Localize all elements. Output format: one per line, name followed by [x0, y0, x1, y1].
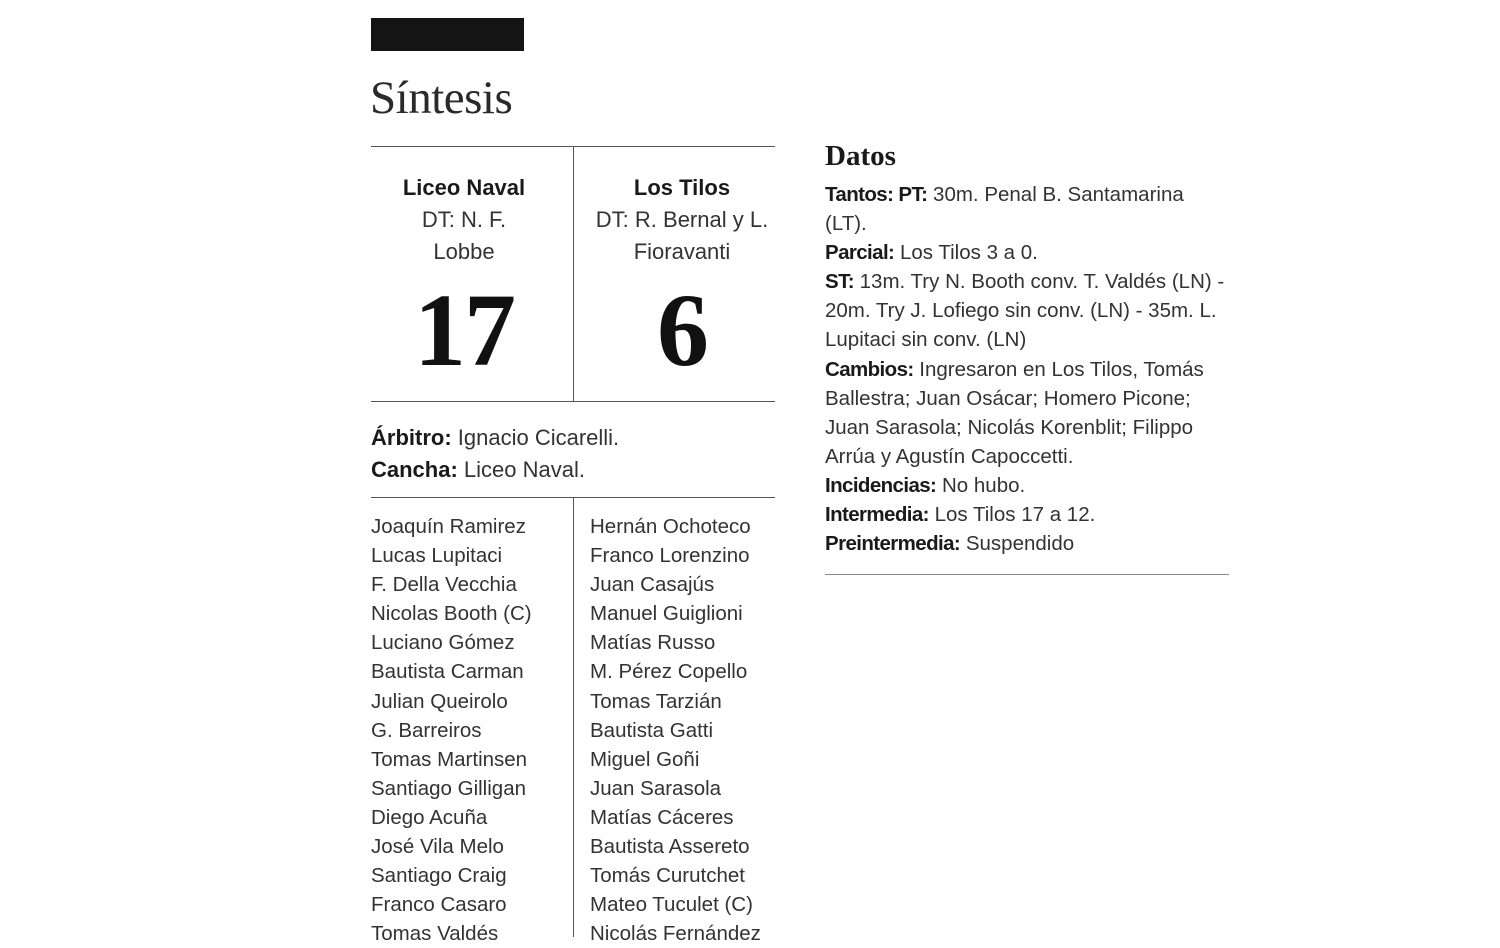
player-name: Matías Cáceres — [590, 805, 734, 829]
referee-label: Árbitro: — [371, 425, 452, 450]
player-name: Julian Queirolo — [371, 689, 508, 713]
datos-item-label: ST: — [825, 270, 854, 294]
player-name: Santiago Gilligan — [371, 776, 526, 800]
player-name: Luciano Gómez — [371, 631, 515, 655]
datos-item-label: Incidencias: — [825, 473, 937, 497]
datos-item-label: Intermedia: — [825, 503, 929, 527]
team-name: Liceo Naval — [402, 175, 526, 200]
player-name: Tomas Valdés — [371, 922, 499, 946]
player-name: Franco Lorenzino — [590, 544, 750, 568]
page-title: Síntesis — [370, 72, 513, 124]
venue-label: Cancha: — [371, 457, 458, 482]
venue-line — [371, 454, 619, 486]
player-name: Tomas Tarzián — [590, 689, 722, 713]
lineup-los-tilos — [590, 512, 761, 948]
player-name: Juan Casajús — [590, 573, 715, 597]
datos-item — [825, 471, 1229, 500]
team-coach: DT: N. F. Lobbe — [421, 207, 507, 264]
scoreboard-divider — [573, 147, 574, 402]
player-name: Juan Sarasola — [590, 776, 722, 800]
datos-item — [825, 529, 1229, 558]
team-liceo-naval — [364, 172, 564, 386]
player-name: Tomas Martinsen — [371, 747, 528, 771]
player-name: G. Barreiros — [371, 718, 482, 742]
datos-list — [825, 180, 1229, 558]
player-name: Manuel Guiglioni — [590, 602, 743, 626]
team-los-tilos — [582, 172, 782, 386]
team-score: 17 — [414, 273, 514, 388]
datos-item — [825, 355, 1229, 471]
player-name: Matías Russo — [590, 631, 716, 655]
player-name: Diego Acuña — [371, 805, 488, 829]
datos-item-text: Los Tilos 3 a 0. — [894, 241, 1038, 265]
datos-bottom-rule — [825, 574, 1229, 575]
datos-item-text: No hubo. — [936, 473, 1026, 497]
match-officials — [371, 422, 619, 486]
team-score: 6 — [657, 273, 707, 388]
datos-item-text: Suspendido — [960, 532, 1075, 556]
datos-item-text: 30m. Penal B. Santamarina (LT). — [825, 183, 1184, 236]
datos-item-text: Los Tilos 17 a 12. — [928, 503, 1096, 527]
datos-item — [825, 500, 1229, 529]
player-name: Bautista Gatti — [590, 718, 714, 742]
datos-item — [825, 180, 1229, 238]
datos-item-label: Cambios: — [825, 357, 914, 381]
datos-item-text: 13m. Try N. Booth conv. T. Valdés (LN) - 20m. Try J. Lofiego sin conv. (LN) - 35m. L. Lupitaci sin conv. (LN) — [825, 270, 1225, 352]
team-name: Los Tilos — [633, 175, 731, 200]
referee-value: Ignacio Cicarelli. — [451, 425, 620, 450]
player-name: Santiago Craig — [371, 864, 507, 888]
section-marker-bar — [371, 18, 524, 51]
player-name: Hernán Ochoteco — [590, 515, 751, 538]
player-name: Bautista Assereto — [590, 835, 750, 859]
lineup-liceo-naval — [371, 512, 532, 948]
venue-value: Liceo Naval. — [457, 457, 585, 482]
player-name: Franco Casaro — [371, 893, 507, 917]
player-name: Bautista Carman — [371, 660, 524, 684]
player-name: Joaquín Ramirez — [371, 515, 526, 538]
lineup-divider — [573, 498, 574, 937]
datos-title: Datos — [825, 140, 896, 172]
player-name: Miguel Goñi — [590, 747, 700, 771]
team-coach: DT: R. Bernal y L. Fioravanti — [595, 207, 769, 264]
player-name: Lucas Lupitaci — [371, 544, 503, 568]
scoreboard-bottom-rule — [371, 401, 775, 402]
datos-item — [825, 238, 1229, 267]
datos-item-label: Preintermedia: — [825, 532, 961, 556]
datos-item-label: Tantos: PT: — [825, 183, 928, 206]
player-name: F. Della Vecchia — [371, 573, 517, 597]
player-name: M. Pérez Copello — [590, 660, 748, 684]
datos-item — [825, 267, 1229, 354]
datos-item-text: Ingresaron en Los Tilos, Tomás Ballestra; Juan Osácar; Homero Picone; Juan Sarasola; Nicolás Korenblit; Filippo Arrúa y Agustín Capoccetti. — [825, 357, 1204, 468]
player-name: Nicolás Fernández — [590, 922, 761, 946]
player-name: Mateo Tuculet (C) — [590, 893, 753, 917]
datos-item-label: Parcial: — [825, 241, 895, 265]
player-name: Tomás Curutchet — [590, 864, 745, 888]
referee-line — [371, 422, 619, 454]
player-name: Nicolas Booth (C) — [371, 602, 532, 626]
player-name: José Vila Melo — [371, 835, 504, 859]
